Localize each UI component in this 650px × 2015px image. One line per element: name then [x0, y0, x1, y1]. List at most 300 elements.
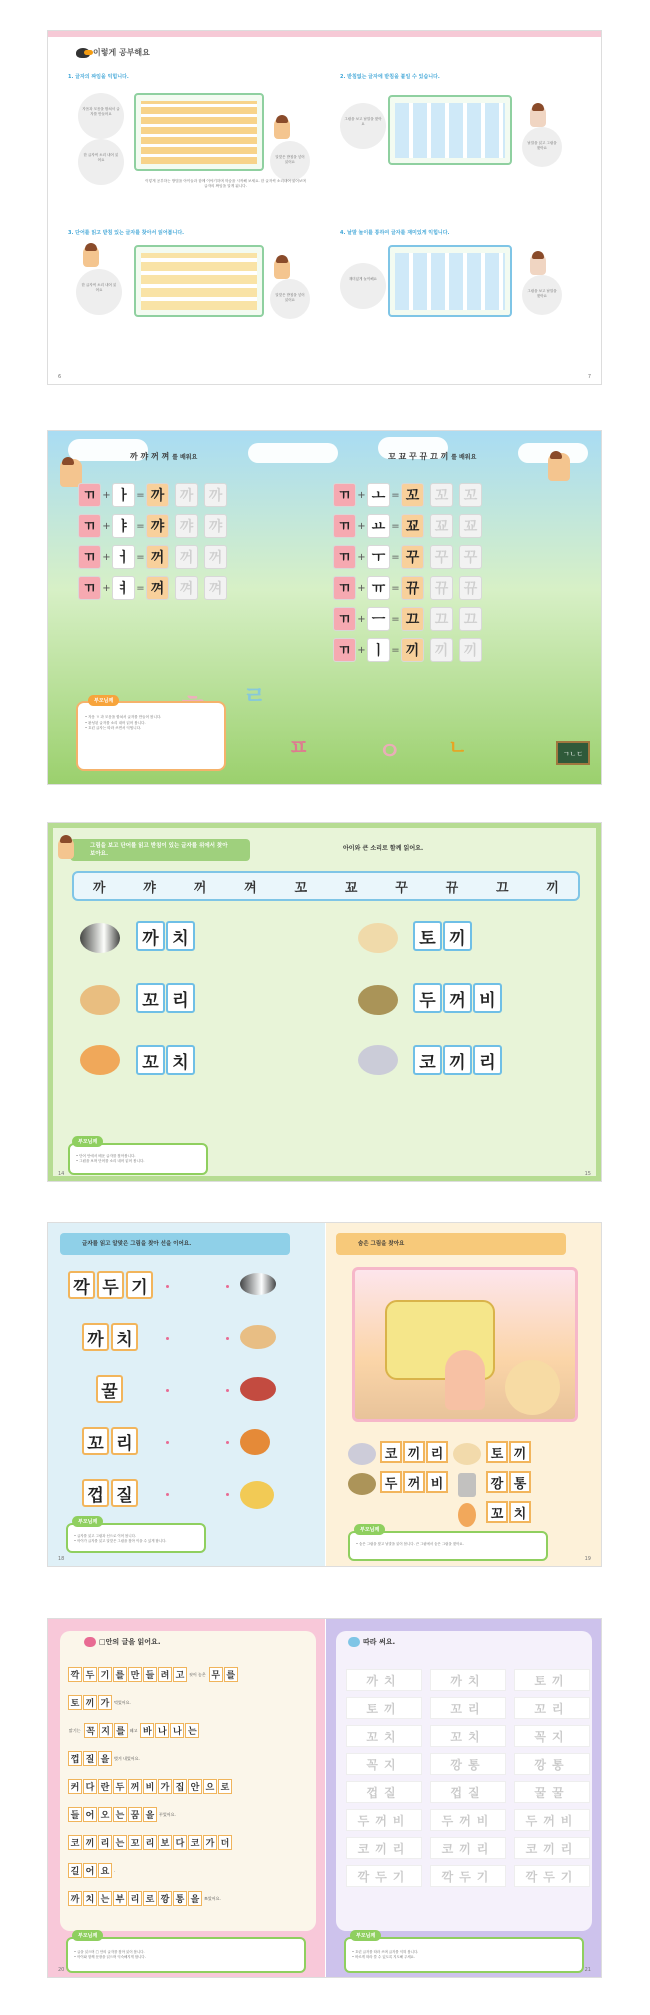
plus-sign: +	[102, 520, 111, 532]
trace-tile[interactable]: 껴	[204, 576, 227, 600]
page-number: 20	[58, 1967, 65, 1973]
trace-grid	[346, 1669, 590, 1887]
rabbit-picture	[358, 923, 398, 953]
sentence-line	[68, 1751, 308, 1768]
page-number: 14	[58, 1171, 65, 1177]
skewer-picture	[80, 1045, 120, 1075]
toad-picture	[358, 985, 398, 1015]
letter-box: 끼	[83, 1835, 97, 1850]
letter-box: 는	[113, 1807, 127, 1822]
equals-sign: =	[136, 551, 145, 563]
letter-box: 는	[113, 1835, 127, 1850]
trace-word[interactable]: 토끼	[346, 1697, 422, 1719]
syllable-tile: 뀨	[401, 576, 424, 600]
dog-picture	[80, 985, 120, 1015]
bear-picture	[505, 1360, 560, 1415]
sentence-text: 먹었어요.	[114, 1699, 131, 1705]
letter-box: 바	[140, 1723, 154, 1738]
syllable-tile: 꺼	[146, 545, 169, 569]
letter-box: 란	[98, 1779, 112, 1794]
letter-box: 으	[203, 1779, 217, 1794]
spread-match-and-hidden-pictures	[47, 1222, 602, 1567]
plus-sign: +	[357, 644, 366, 656]
left-heading: 까 꺄 꺼 껴 를 배워요	[130, 452, 198, 461]
trace-word[interactable]: 까치	[346, 1669, 422, 1691]
trace-tile[interactable]: 꺄	[204, 514, 227, 538]
letter-box: 토	[68, 1695, 82, 1710]
vowel-tile: ㅣ	[367, 638, 390, 662]
letter-box: 안	[188, 1779, 202, 1794]
thumbnail-page	[134, 93, 264, 171]
match-word: 꼬 리	[82, 1427, 140, 1455]
consonant-tile: ㄲ	[333, 483, 356, 507]
letter-row	[333, 607, 482, 631]
letter-box: 통	[173, 1891, 187, 1906]
match-word: 껍 질	[82, 1479, 140, 1507]
letter-box: 보	[158, 1835, 172, 1850]
left-instruction: □안의 글을 읽어요.	[84, 1637, 160, 1647]
consonant-tile: ㄲ	[333, 545, 356, 569]
letter-box: 두	[113, 1779, 127, 1794]
rabbit-picture	[453, 1443, 481, 1465]
equals-sign: =	[391, 489, 400, 501]
trace-tile[interactable]: 뀨	[459, 576, 482, 600]
match-dot[interactable]	[226, 1337, 229, 1340]
tip-badge: 부모님께	[88, 695, 119, 706]
thumbnail-page	[388, 245, 512, 317]
syllable: 꺼	[193, 880, 207, 896]
spread-read-and-trace	[47, 1618, 602, 1978]
trace-word[interactable]: 깍두기	[514, 1865, 590, 1887]
syllable: 뀨	[445, 880, 459, 896]
letter-box: 가	[203, 1835, 217, 1850]
syllable: 까	[92, 880, 106, 896]
girl-character	[548, 453, 570, 481]
child-icon	[348, 1637, 360, 1647]
right-instruction: 따라 써요.	[348, 1637, 395, 1647]
letter-box: 나	[170, 1723, 184, 1738]
sentence-text: 떼고	[129, 1727, 138, 1733]
guide-note: 이렇게 공부하는 방법을 아이들과 함께 이야기하며 학습을 시작해 보세요. 한 글자씩 소리내어 읽어보며 글자의 짜임을 알게 됩니다.	[145, 179, 306, 189]
letter-box: 비	[143, 1779, 157, 1794]
syllable: 꾜	[344, 880, 358, 896]
vowel-tile: ㅜ	[367, 545, 390, 569]
tip-badge: 부모님께	[72, 1516, 103, 1527]
syllable-tile: 꾜	[401, 514, 424, 538]
equals-sign: =	[136, 582, 145, 594]
letter-box: 만	[128, 1667, 142, 1682]
letter-box: 를	[224, 1667, 238, 1682]
letter-box: 리	[143, 1835, 157, 1850]
bubble: 알맞은 받침을 넣어 읽어요	[270, 141, 310, 181]
right-instruction: 숨은 그림을 찾아요	[336, 1233, 566, 1255]
consonant-tile: ㄲ	[78, 483, 101, 507]
child-icon	[84, 1637, 96, 1647]
bubble: 재미있게 놀이해요	[340, 263, 386, 309]
word-card: 까 치	[136, 921, 196, 951]
bubble: 한 글자씩 소리 내어 읽어요	[76, 269, 122, 315]
match-dot[interactable]	[226, 1441, 229, 1444]
trace-word[interactable]: 꼬치	[430, 1725, 506, 1747]
letter-box: 어	[83, 1807, 97, 1822]
spread-find-letters	[47, 822, 602, 1182]
trace-word[interactable]: 꼬리	[430, 1697, 506, 1719]
match-dot[interactable]	[226, 1493, 229, 1496]
toucan-icon	[76, 48, 90, 58]
letter-box: 나	[155, 1723, 169, 1738]
syllable-strip	[72, 871, 580, 901]
spread-learn-letters	[47, 430, 602, 785]
equals-sign: =	[391, 551, 400, 563]
hidden-word: 두 꺼 비	[380, 1471, 449, 1493]
match-word: 꿀	[96, 1375, 125, 1403]
trace-word[interactable]: 껍질	[430, 1781, 506, 1803]
elephant-picture	[348, 1443, 376, 1465]
letter-box: 지	[99, 1723, 113, 1738]
word-card: 꼬 치	[136, 1045, 196, 1075]
trace-word[interactable]: 꼬치	[346, 1725, 422, 1747]
sentence-line	[68, 1835, 308, 1852]
plus-sign: +	[357, 582, 366, 594]
vowel-tile: ㅑ	[112, 514, 135, 538]
trace-word[interactable]: 까치	[430, 1669, 506, 1691]
letter-box: 부	[113, 1891, 127, 1906]
syllable-tile: 꺄	[146, 514, 169, 538]
page-number: 19	[584, 1556, 591, 1562]
right-letter-grid	[333, 483, 482, 669]
step-2: 2. 받침없는 글자에 받침을 붙일 수 있습니다.	[340, 74, 440, 80]
word-card: 코 끼 리	[413, 1045, 503, 1075]
right-instruction: 아이와 큰 소리로 함께 읽어요.	[343, 845, 424, 852]
sentence-line	[68, 1807, 308, 1824]
child-character	[274, 117, 290, 139]
letter-box: 두	[83, 1667, 97, 1682]
trace-tile[interactable]: 꼬	[430, 483, 453, 507]
syllable: 끼	[546, 880, 559, 896]
trace-tile[interactable]: 꼬	[459, 483, 482, 507]
trace-tile[interactable]: 까	[204, 483, 227, 507]
parent-tip: • 숨은 그림을 찾고 낱말을 읽어 봅니다. 큰 그림에서 숨은 그림을 찾아요.	[348, 1531, 548, 1561]
letter-row	[78, 545, 227, 569]
letter-box: 꿈	[128, 1807, 142, 1822]
match-word: 깍 두 기	[68, 1271, 155, 1299]
top-bar	[48, 31, 601, 37]
trace-tile[interactable]: 끼	[430, 638, 453, 662]
tip-badge: 부모님께	[72, 1136, 103, 1147]
letter-box: 꺼	[128, 1779, 142, 1794]
letter-box: 로	[218, 1779, 232, 1794]
parent-tip: • 글을 읽으며 □ 안의 글자를 찾아 읽어 봅니다. • 아이와 함께 문장을 읽으며 익숙해지게 합니다.	[66, 1937, 306, 1973]
syllable-tile: 꾸	[401, 545, 424, 569]
letter-box: 꼭	[84, 1723, 98, 1738]
honey-picture	[240, 1481, 274, 1509]
trace-word[interactable]: 깍두기	[430, 1865, 506, 1887]
word-card: 토 끼	[413, 921, 473, 951]
deco-letter: ㅇ	[378, 737, 402, 765]
kimchi-picture	[240, 1377, 276, 1401]
letter-box: 가	[98, 1695, 112, 1710]
letter-box: 다	[173, 1835, 187, 1850]
letter-box: 을	[98, 1751, 112, 1766]
cloud	[248, 443, 338, 463]
trace-word[interactable]: 꼭지	[346, 1753, 422, 1775]
equals-sign: =	[391, 520, 400, 532]
letter-box: 길	[68, 1863, 82, 1878]
sentence-line	[68, 1863, 308, 1880]
consonant-tile: ㄲ	[78, 514, 101, 538]
deco-letter: ㄹ	[243, 682, 267, 710]
letter-box: 를	[113, 1667, 127, 1682]
consonant-tile: ㄲ	[333, 638, 356, 662]
bubble: 알맞은 받침을 넣어 읽어요	[270, 279, 310, 319]
letter-box: 요	[98, 1863, 112, 1878]
letter-box: 기	[98, 1667, 112, 1682]
letter-box: 다	[83, 1779, 97, 1794]
vowel-tile: ㅗ	[367, 483, 390, 507]
child-character	[58, 837, 74, 859]
plus-sign: +	[102, 582, 111, 594]
syllable-tile: 꼬	[401, 483, 424, 507]
magpie-picture	[80, 923, 120, 953]
trace-tile[interactable]: 꾸	[430, 545, 453, 569]
match-dot[interactable]	[166, 1337, 169, 1340]
trace-word[interactable]: 두꺼비	[430, 1809, 506, 1831]
trace-word[interactable]: 껍질	[346, 1781, 422, 1803]
trace-word[interactable]: 코끼리	[514, 1837, 590, 1859]
page-number: 7	[587, 374, 591, 380]
letter-box: 들	[68, 1807, 82, 1822]
hidden-word: 코 끼 리	[380, 1441, 449, 1463]
vowel-tile: ㅡ	[367, 607, 390, 631]
page-number: 6	[58, 374, 62, 380]
page-number: 21	[584, 1967, 591, 1973]
toad-picture	[348, 1473, 376, 1495]
vowel-tile: ㅛ	[367, 514, 390, 538]
letter-box: 려	[158, 1667, 172, 1682]
chalkboard-sign: ㄱㄴㄷ	[556, 741, 590, 765]
syllable: 꾸	[395, 880, 408, 896]
equals-sign: =	[391, 613, 400, 625]
letter-row	[333, 545, 482, 569]
bubble: 한 글자씩 소리 내어 읽어요	[78, 139, 124, 185]
match-dot[interactable]	[166, 1389, 169, 1392]
bunny-character	[530, 253, 546, 275]
letter-box: 깡	[158, 1891, 172, 1906]
parent-tip: • 글자를 읽고 그림과 선으로 이어 봅니다. • 아이가 글자를 읽고 알맞은 그림을 찾아 이을 수 있게 합니다.	[66, 1523, 206, 1553]
trace-word[interactable]: 꼬리	[514, 1697, 590, 1719]
letter-box: 더	[218, 1835, 232, 1850]
letter-box: 끼	[83, 1695, 97, 1710]
consonant-tile: ㄲ	[333, 607, 356, 631]
deco-letter: ㄴ	[448, 735, 468, 759]
sentence-text: .	[114, 1868, 116, 1873]
right-heading: 꼬 꾜 꾸 뀨 끄 끼 를 배워요	[388, 452, 477, 461]
letter-row	[78, 576, 227, 600]
letter-box: 깍	[68, 1667, 82, 1682]
trace-word[interactable]: 꼭지	[514, 1725, 590, 1747]
trace-tile[interactable]: 꾜	[430, 514, 453, 538]
word-card: 두 꺼 비	[413, 983, 503, 1013]
bunny-character	[530, 105, 546, 127]
vowel-tile: ㅕ	[112, 576, 135, 600]
trace-word[interactable]: 두꺼비	[514, 1809, 590, 1831]
consonant-tile: ㄲ	[333, 576, 356, 600]
trace-word[interactable]: 두꺼비	[346, 1809, 422, 1831]
match-dot[interactable]	[166, 1493, 169, 1496]
bubble: 그림을 보고 낱말을 찾아요	[340, 103, 386, 149]
letter-box: 리	[98, 1835, 112, 1850]
letter-box: 꼬	[128, 1835, 142, 1850]
equals-sign: =	[136, 520, 145, 532]
plus-sign: +	[357, 520, 366, 532]
elephant-picture	[358, 1045, 398, 1075]
tip-badge: 부모님께	[350, 1930, 381, 1941]
syllable: 껴	[244, 880, 257, 896]
trace-tile[interactable]: 꺼	[204, 545, 227, 569]
deco-letter: ㅍ	[288, 736, 310, 761]
parent-tip: • 흐린 글자를 따라 쓰며 글자를 익혀 봅니다. • 바르게 따라 쓸 수 있도록 지도해 주세요.	[344, 1937, 584, 1973]
letter-box: 는	[98, 1891, 112, 1906]
syllable: 꺄	[143, 880, 156, 896]
letter-box: 들	[143, 1667, 157, 1682]
hidden-picture-scene	[352, 1267, 578, 1422]
letter-row	[333, 638, 482, 662]
sentence-line	[68, 1779, 308, 1796]
equals-sign: =	[136, 489, 145, 501]
sentence-text: 쪼았어요.	[204, 1895, 221, 1901]
sentence-text: 맑기는	[69, 1727, 81, 1733]
equals-sign: =	[391, 644, 400, 656]
letter-box: 리	[128, 1891, 142, 1906]
syllable-tile: 껴	[146, 576, 169, 600]
trace-tile[interactable]: 끄	[459, 607, 482, 631]
letter-box: 코	[68, 1835, 82, 1850]
sentence-line	[68, 1891, 308, 1908]
left-instruction: 글자를 읽고 알맞은 그림을 찾아 선을 이어요.	[60, 1233, 290, 1255]
child-character	[274, 257, 290, 279]
letter-box: 로	[143, 1891, 157, 1906]
letter-box: 치	[83, 1891, 97, 1906]
plus-sign: +	[357, 551, 366, 563]
dog-picture	[240, 1325, 276, 1349]
bubble: 낱말을 읽고 그림을 찾아요	[522, 127, 562, 167]
page-number: 15	[584, 1171, 591, 1177]
match-dot[interactable]	[166, 1441, 169, 1444]
sentence-text: 꾸었어요.	[159, 1811, 176, 1817]
trace-tile[interactable]: 끄	[430, 607, 453, 631]
hidden-word: 꼬 치	[486, 1501, 532, 1523]
child-character	[83, 245, 99, 267]
equals-sign: =	[391, 582, 400, 594]
hidden-word: 깡 통	[486, 1471, 532, 1493]
trace-tile[interactable]: 뀨	[430, 576, 453, 600]
letter-row	[78, 483, 227, 507]
parent-tip: • 단어 안에서 배운 글자를 찾아봅니다. • 그림을 보며 단어를 소리 내어 읽어 봅니다.	[68, 1143, 208, 1175]
letter-row	[333, 514, 482, 538]
letter-row	[78, 514, 227, 538]
letter-box: 가	[158, 1779, 172, 1794]
word-card: 꼬 리	[136, 983, 196, 1013]
letter-box: 커	[68, 1779, 82, 1794]
trace-word[interactable]: 깡통	[430, 1753, 506, 1775]
trace-tile[interactable]: 꾸	[459, 545, 482, 569]
girl-picture	[445, 1350, 485, 1410]
letter-box: 집	[173, 1779, 187, 1794]
trace-tile[interactable]: 껴	[175, 576, 198, 600]
vowel-tile: ㅓ	[112, 545, 135, 569]
match-word: 까 치	[82, 1323, 140, 1351]
trace-word[interactable]: 코끼리	[430, 1837, 506, 1859]
sentence-line	[68, 1667, 308, 1684]
step-3: 3. 단어를 읽고 받침 있는 글자를 찾아서 읽어봅니다.	[68, 230, 185, 236]
syllable: 끄	[496, 880, 509, 896]
vowel-tile: ㅏ	[112, 483, 135, 507]
left-letter-grid	[78, 483, 227, 607]
trace-tile[interactable]: 꺼	[175, 545, 198, 569]
plus-sign: +	[357, 613, 366, 625]
match-dot[interactable]	[166, 1285, 169, 1288]
letter-box: 오	[98, 1807, 112, 1822]
sentence-text: 벗겨 내었어요.	[114, 1755, 140, 1761]
plus-sign: +	[102, 489, 111, 501]
letter-box: 을	[188, 1891, 202, 1906]
trace-word[interactable]: 코끼리	[346, 1837, 422, 1859]
trace-word[interactable]: 깍두기	[346, 1865, 422, 1887]
trace-tile[interactable]: 꾜	[459, 514, 482, 538]
trace-tile[interactable]: 까	[175, 483, 198, 507]
syllable: 꼬	[294, 880, 308, 896]
step-1: 1. 글자의 짜임을 익힙니다.	[68, 74, 129, 80]
letter-box: 고	[173, 1667, 187, 1682]
syllable-tile: 끄	[401, 607, 424, 631]
letter-box: 을	[143, 1807, 157, 1822]
letter-box: 는	[185, 1723, 199, 1738]
trace-word[interactable]: 깡통	[514, 1753, 590, 1775]
syllable-tile: 까	[146, 483, 169, 507]
letter-box: 질	[83, 1751, 97, 1766]
hidden-word: 토 끼	[486, 1441, 532, 1463]
match-dot[interactable]	[226, 1389, 229, 1392]
trace-word[interactable]: 꿀꿀	[514, 1781, 590, 1803]
sentence-line	[68, 1695, 308, 1712]
trace-word[interactable]: 토끼	[514, 1669, 590, 1691]
skewer-picture	[458, 1503, 476, 1527]
page-number: 18	[58, 1556, 65, 1562]
peel-picture	[240, 1429, 270, 1455]
thumbnail-page	[388, 95, 512, 165]
consonant-tile: ㄲ	[78, 545, 101, 569]
consonant-tile: ㄲ	[78, 576, 101, 600]
bubble: 자음과 모음을 합쳐서 글자를 만들어요	[78, 93, 124, 139]
letter-row	[333, 483, 482, 507]
tip-badge: 부모님께	[354, 1524, 385, 1535]
section-title: 이렇게 공부해요	[76, 47, 150, 58]
sentence-line	[68, 1723, 308, 1740]
letter-box: 껍	[68, 1751, 82, 1766]
letter-row	[333, 576, 482, 600]
letter-box: 를	[114, 1723, 128, 1738]
trace-tile[interactable]: 끼	[459, 638, 482, 662]
thumbnail-page	[134, 245, 264, 317]
letter-box: 코	[188, 1835, 202, 1850]
trace-tile[interactable]: 꺄	[175, 514, 198, 538]
consonant-tile: ㄲ	[333, 514, 356, 538]
step-4: 4. 낱말 놀이를 통하여 글자를 재미있게 익힙니다.	[340, 230, 450, 236]
match-dot[interactable]	[226, 1285, 229, 1288]
vowel-tile: ㅠ	[367, 576, 390, 600]
letter-box: 까	[68, 1891, 82, 1906]
letter-box: 어	[83, 1863, 97, 1878]
